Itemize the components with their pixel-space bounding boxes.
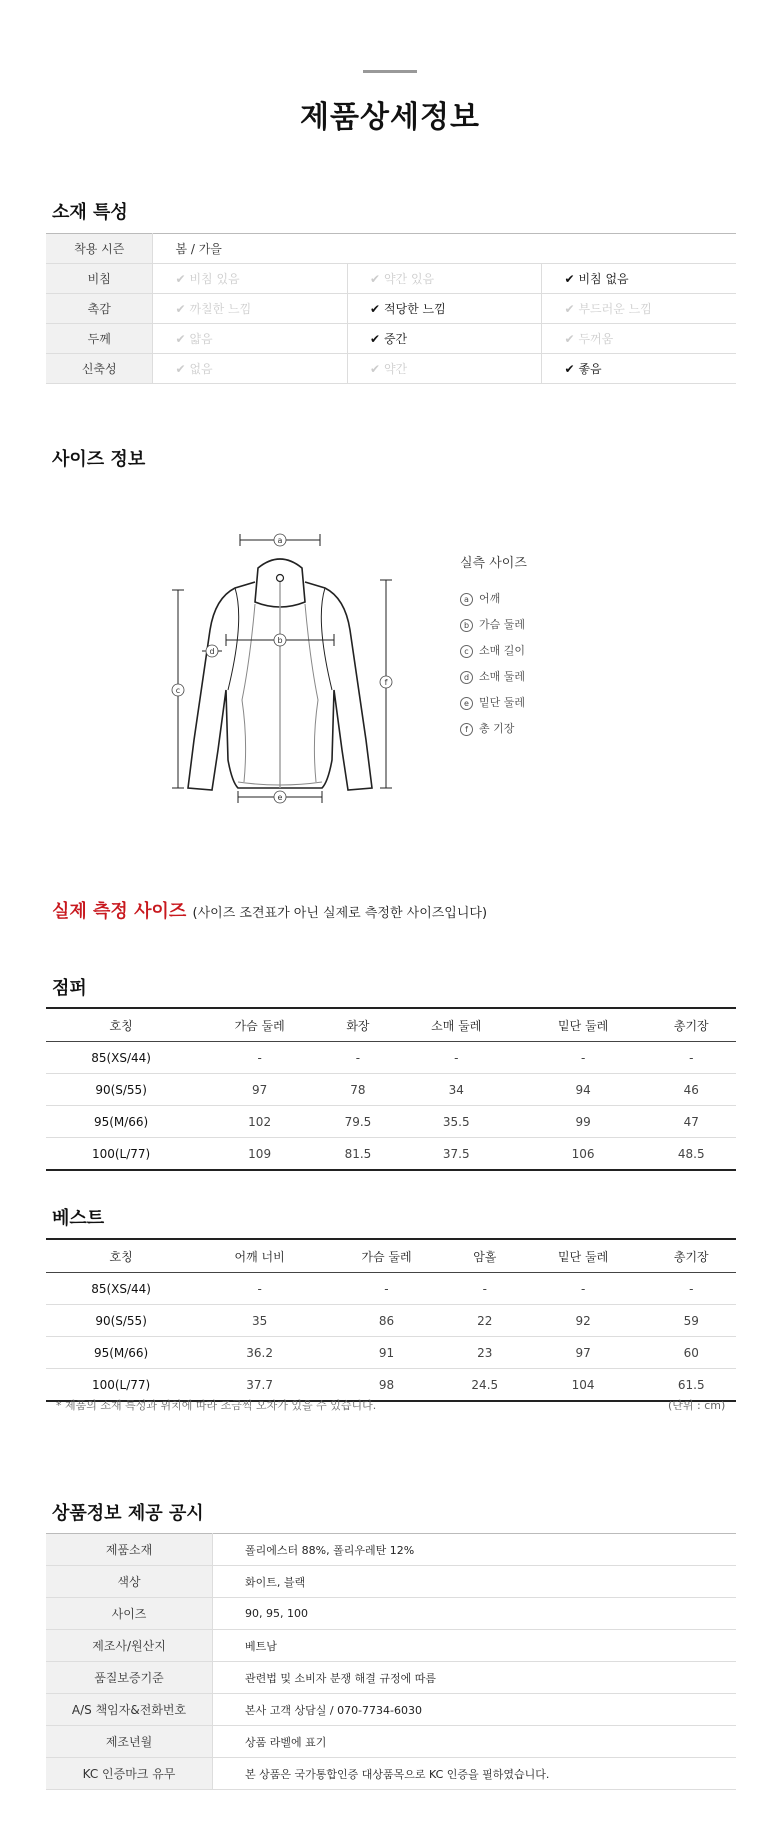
info-value: 베트남 bbox=[213, 1630, 737, 1662]
material-option-label: 비침 있음 bbox=[189, 272, 240, 286]
jumper-title: 점퍼 bbox=[52, 978, 87, 999]
material-section-title: 소재 특성 bbox=[52, 202, 128, 223]
info-value: 90, 95, 100 bbox=[213, 1598, 737, 1630]
column-header: 어깨 너비 bbox=[196, 1239, 323, 1273]
size-value-cell: 97 bbox=[520, 1337, 647, 1369]
size-value-cell: - bbox=[196, 1273, 323, 1305]
size-value-cell: 81.5 bbox=[344, 1146, 372, 1161]
size-value-cell: 22 bbox=[450, 1305, 520, 1337]
column-header: 총기장 bbox=[647, 1008, 736, 1042]
material-table bbox=[46, 233, 736, 384]
legend-label: 소매 둘레 bbox=[479, 670, 526, 683]
info-label: 품질보증기준 bbox=[46, 1662, 213, 1694]
size-value-cell: 35.5 bbox=[393, 1106, 520, 1138]
size-name-cell: 85(XS/44) bbox=[46, 1273, 196, 1305]
column-header: 밑단 둘레 bbox=[520, 1239, 647, 1273]
size-value-cell: 37.7 bbox=[246, 1377, 273, 1392]
size-value-cell: 102 bbox=[196, 1106, 323, 1138]
size-name-cell: 90(S/55) bbox=[46, 1305, 196, 1337]
check-icon: ✔ bbox=[369, 362, 381, 376]
product-info-title: 상품정보 제공 공시 bbox=[52, 1503, 204, 1524]
info-row bbox=[46, 1758, 736, 1790]
legend-label: 밑단 둘레 bbox=[479, 696, 526, 709]
material-option-label: 두꺼움 bbox=[578, 332, 614, 346]
size-value-cell: 34 bbox=[393, 1074, 520, 1106]
legend-mark-icon: d bbox=[460, 671, 473, 684]
size-value-cell: - bbox=[323, 1273, 450, 1305]
material-option-label: 약간 bbox=[383, 362, 408, 376]
material-option-label: 비침 없음 bbox=[578, 272, 629, 286]
material-option bbox=[542, 354, 736, 384]
size-value-cell: 60 bbox=[647, 1337, 736, 1369]
table-row bbox=[46, 1305, 736, 1337]
size-value-cell: - bbox=[196, 1042, 323, 1074]
material-option bbox=[347, 264, 542, 294]
material-option bbox=[347, 354, 542, 384]
column-header: 암홀 bbox=[450, 1239, 520, 1273]
column-header: 호칭 bbox=[46, 1239, 196, 1273]
info-row bbox=[46, 1726, 736, 1758]
size-value-cell: 35 bbox=[196, 1305, 323, 1337]
size-value-cell: 59 bbox=[647, 1305, 736, 1337]
real-size-subtitle: (사이즈 조견표가 아닌 실제로 측정한 사이즈입니다) bbox=[192, 906, 488, 921]
measurement-note: * 제품의 소재 특성과 위치에 따라 조금씩 오차가 있을 수 있습니다. bbox=[56, 1399, 377, 1412]
info-value: 본 상품은 국가통합인증 대상품목으로 KC 인증을 필하였습니다. bbox=[213, 1758, 737, 1790]
size-value-cell: 98 bbox=[378, 1377, 395, 1392]
legend-item bbox=[460, 616, 525, 632]
size-value-cell: 79.5 bbox=[323, 1106, 393, 1138]
legend-label: 가슴 둘레 bbox=[479, 618, 526, 631]
table-row bbox=[46, 1106, 736, 1138]
material-row bbox=[46, 324, 736, 354]
info-row bbox=[46, 1534, 736, 1566]
column-header: 가슴 둘레 bbox=[196, 1008, 323, 1042]
jacket-diagram bbox=[160, 520, 400, 814]
unit-label: (단위 : cm) bbox=[668, 1399, 726, 1412]
column-header: 총기장 bbox=[647, 1239, 736, 1273]
info-value: 관련법 및 소비자 분쟁 해결 규정에 따름 bbox=[213, 1662, 737, 1694]
info-label: 제조년월 bbox=[46, 1726, 213, 1758]
size-value-cell: 36.2 bbox=[196, 1337, 323, 1369]
size-value-cell: 47 bbox=[647, 1106, 736, 1138]
legend-item bbox=[460, 590, 500, 606]
material-option bbox=[542, 294, 736, 324]
info-label: KC 인증마크 유무 bbox=[46, 1758, 213, 1790]
check-icon: ✔ bbox=[564, 302, 575, 316]
info-row bbox=[46, 1662, 736, 1694]
legend-label: 어깨 bbox=[479, 592, 501, 605]
check-icon: ✔ bbox=[564, 272, 575, 286]
table-row bbox=[46, 1042, 736, 1074]
check-icon: ✔ bbox=[369, 302, 381, 316]
material-option-label: 약간 있음 bbox=[383, 272, 435, 286]
material-option-label: 얇음 bbox=[189, 332, 213, 346]
legend-mark-icon: c bbox=[460, 645, 473, 658]
material-option-label: 없음 bbox=[189, 362, 213, 376]
table-row bbox=[46, 1273, 736, 1305]
size-name-cell: 90(S/55) bbox=[46, 1074, 196, 1106]
jumper-size-table bbox=[46, 1007, 736, 1171]
size-value-cell: - bbox=[323, 1042, 393, 1074]
size-name-cell: 100(L/77) bbox=[91, 1146, 151, 1161]
size-value-cell: 48.5 bbox=[677, 1146, 705, 1161]
material-row-label: 촉감 bbox=[46, 294, 153, 324]
material-option bbox=[542, 324, 736, 354]
size-name-cell: 100(L/77) bbox=[91, 1377, 151, 1392]
material-row bbox=[46, 354, 736, 384]
size-value-cell: 106 bbox=[571, 1146, 595, 1161]
svg-text:e: e bbox=[277, 793, 283, 802]
legend-mark-icon: a bbox=[460, 593, 473, 606]
legend-item bbox=[460, 694, 525, 710]
legend-mark-icon: b bbox=[460, 619, 473, 632]
info-value: 상품 라벨에 표기 bbox=[213, 1726, 737, 1758]
legend-item bbox=[460, 720, 514, 736]
size-value-cell: - bbox=[393, 1042, 520, 1074]
info-row bbox=[46, 1566, 736, 1598]
size-value-cell: 94 bbox=[520, 1074, 647, 1106]
material-option-label: 까칠한 느낌 bbox=[189, 302, 252, 316]
legend-title: 실측 사이즈 bbox=[460, 556, 527, 571]
info-label: 제품소재 bbox=[46, 1534, 213, 1566]
page-title: 제품상세정보 bbox=[300, 100, 480, 135]
size-value-cell: 91 bbox=[323, 1337, 450, 1369]
material-option bbox=[153, 294, 348, 324]
material-option bbox=[347, 294, 542, 324]
size-value-cell: 109 bbox=[248, 1146, 272, 1161]
column-header: 호칭 bbox=[46, 1008, 196, 1042]
jacket-illustration bbox=[160, 520, 400, 810]
size-value-cell: - bbox=[647, 1042, 736, 1074]
info-row bbox=[46, 1694, 736, 1726]
vest-size-table bbox=[46, 1238, 736, 1402]
material-option-label: 부드러운 느낌 bbox=[578, 302, 652, 316]
material-option bbox=[153, 354, 348, 384]
size-name-cell: 95(M/66) bbox=[46, 1106, 196, 1138]
material-option-label: 적당한 느낌 bbox=[383, 302, 446, 316]
table-row bbox=[46, 1337, 736, 1369]
vest-title: 베스트 bbox=[52, 1208, 105, 1229]
size-value-cell: 97 bbox=[196, 1074, 323, 1106]
check-icon: ✔ bbox=[175, 332, 186, 346]
material-option-label: 좋음 bbox=[578, 362, 602, 376]
real-size-title: 실제 측정 사이즈 bbox=[52, 901, 187, 922]
size-value-cell: 104 bbox=[571, 1377, 595, 1392]
info-value: 폴리에스터 88%, 폴리우레탄 12% bbox=[213, 1534, 737, 1566]
info-row bbox=[46, 1630, 736, 1662]
info-label: 색상 bbox=[46, 1566, 213, 1598]
size-value-cell: - bbox=[450, 1273, 520, 1305]
check-icon: ✔ bbox=[175, 272, 186, 286]
size-name-cell: 85(XS/44) bbox=[46, 1042, 196, 1074]
material-row-season bbox=[46, 234, 736, 264]
size-value-cell: 46 bbox=[647, 1074, 736, 1106]
material-option bbox=[153, 324, 348, 354]
material-row-label: 비침 bbox=[46, 264, 153, 294]
info-label: 사이즈 bbox=[46, 1598, 213, 1630]
column-header: 가슴 둘레 bbox=[323, 1239, 450, 1273]
check-icon: ✔ bbox=[564, 332, 575, 346]
table-row bbox=[46, 1074, 736, 1106]
size-value-cell: 99 bbox=[520, 1106, 647, 1138]
legend-item bbox=[460, 642, 525, 658]
legend-mark-icon: e bbox=[460, 697, 473, 710]
season-label: 착용 시즌 bbox=[46, 234, 153, 264]
material-option bbox=[153, 264, 348, 294]
check-icon: ✔ bbox=[175, 302, 186, 316]
size-name-cell: 95(M/66) bbox=[46, 1337, 196, 1369]
legend-label: 소매 길이 bbox=[479, 644, 526, 657]
column-header: 밑단 둘레 bbox=[520, 1008, 647, 1042]
info-value: 화이트, 블랙 bbox=[213, 1566, 737, 1598]
size-value-cell: - bbox=[520, 1273, 647, 1305]
real-size-heading bbox=[52, 897, 487, 923]
size-value-cell: 92 bbox=[520, 1305, 647, 1337]
size-value-cell: 24.5 bbox=[471, 1377, 499, 1392]
season-value: 봄 / 가을 bbox=[153, 234, 736, 264]
legend-item bbox=[460, 668, 525, 684]
check-icon: ✔ bbox=[369, 332, 381, 346]
legend-label: 총 기장 bbox=[479, 722, 515, 735]
material-row bbox=[46, 294, 736, 324]
svg-text:c: c bbox=[175, 686, 181, 695]
check-icon: ✔ bbox=[175, 362, 186, 376]
info-label: 제조사/원산지 bbox=[46, 1630, 213, 1662]
product-info-table bbox=[46, 1533, 736, 1790]
size-value-cell: 37.5 bbox=[442, 1146, 470, 1161]
column-header: 소매 둘레 bbox=[393, 1008, 520, 1042]
svg-text:b: b bbox=[277, 636, 283, 645]
size-value-cell: 61.5 bbox=[677, 1377, 705, 1392]
size-value-cell: 86 bbox=[323, 1305, 450, 1337]
size-info-section-title: 사이즈 정보 bbox=[52, 449, 146, 470]
info-label: A/S 책임자&전화번호 bbox=[46, 1694, 213, 1726]
info-row bbox=[46, 1598, 736, 1630]
check-icon: ✔ bbox=[369, 272, 381, 286]
column-header: 화장 bbox=[323, 1008, 393, 1042]
material-option bbox=[542, 264, 736, 294]
material-row bbox=[46, 264, 736, 294]
size-value-cell: - bbox=[520, 1042, 647, 1074]
material-row-label: 신축성 bbox=[46, 354, 153, 384]
material-option-label: 중간 bbox=[383, 332, 408, 346]
svg-text:d: d bbox=[209, 647, 215, 656]
legend-mark-icon: f bbox=[460, 723, 473, 736]
material-row-label: 두께 bbox=[46, 324, 153, 354]
table-row bbox=[46, 1138, 736, 1171]
title-divider bbox=[363, 70, 417, 73]
info-value: 본사 고객 상담실 / 070-7734-6030 bbox=[213, 1694, 737, 1726]
size-value-cell: 23 bbox=[450, 1337, 520, 1369]
material-option bbox=[347, 324, 542, 354]
size-value-cell: 78 bbox=[323, 1074, 393, 1106]
size-value-cell: - bbox=[647, 1273, 736, 1305]
svg-text:f: f bbox=[384, 678, 388, 687]
check-icon: ✔ bbox=[564, 362, 575, 376]
svg-text:a: a bbox=[277, 536, 283, 545]
